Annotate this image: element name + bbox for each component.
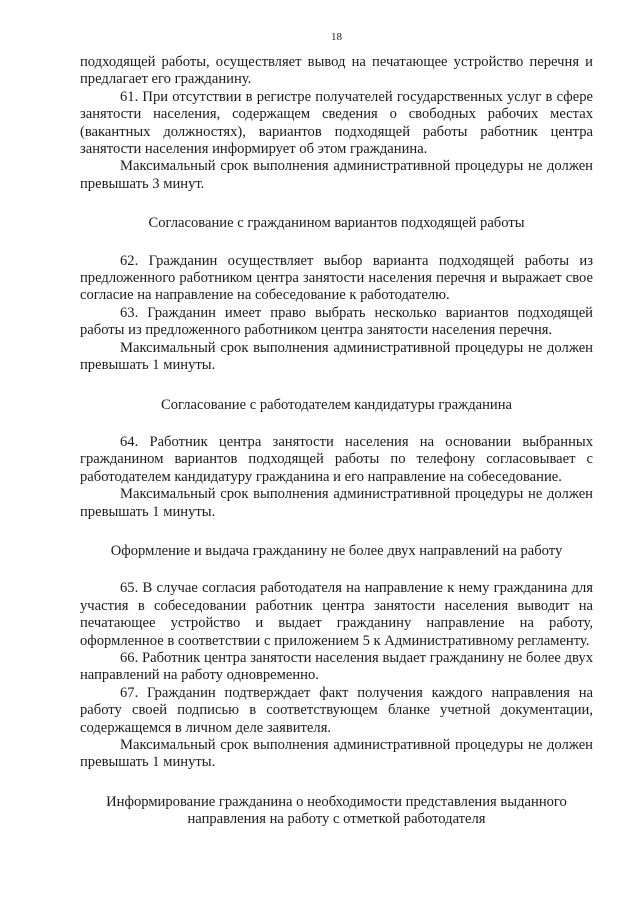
paragraph-61: 61. При отсутствии в регистре получателей государственных услуг в сфере занятости населения, содержащем сведения о свободных рабочих местах (вакантных должностях), вариантов подходящей работы работник центра занятости населения информирует об этом гражданина. [80, 88, 593, 158]
spacer [80, 193, 593, 215]
paragraph-max-time: Максимальный срок выполнения административной процедуры не должен превышать 3 минут. [80, 158, 593, 192]
spacer [80, 772, 593, 794]
paragraph-max-time: Максимальный срок выполнения административной процедуры не должен превышать 1 минуты. [80, 339, 593, 374]
section-heading: Информирование гражданина о необходимости представления выданного направления на работу с отметкой работодателя [106, 793, 567, 828]
spacer [80, 414, 593, 434]
paragraph-62: 62. Гражданин осуществляет выбор варианта подходящей работы из предложенного работником центра занятости населения перечня и выражает свое согласие на направление на собеседование к работодателю. [80, 252, 593, 304]
paragraph-63: 63. Гражданин имеет право выбрать несколько вариантов подходящей работы из предложенного работником центра занятости населения перечня. [80, 304, 593, 339]
spacer [80, 233, 593, 253]
spacer [80, 375, 593, 397]
section-heading: Согласование с гражданином вариантов подходящей работы [148, 215, 525, 232]
section-heading: Оформление и выдача гражданину не более двух направлений на работу [110, 542, 563, 559]
paragraph-max-time: Максимальный срок выполнения административной процедуры не должен превышать 1 минуты. [80, 737, 593, 771]
page-number: 18 [331, 31, 342, 43]
paragraph-continuation: подходящей работы, осуществляет вывод на печатающее устройство перечня и предлагает его гражданину. [80, 54, 593, 88]
section-heading: Согласование с работодателем кандидатуры гражданина [160, 396, 513, 413]
paragraph-67: 67. Гражданин подтверждает факт получения каждого направления на работу своей подписью в соответствующем бланке учетной документации, содержащемся в личном деле заявителя. [80, 684, 593, 736]
paragraph-max-time: Максимальный срок выполнения административной процедуры не должен превышать 1 минуты. [80, 486, 593, 520]
paragraph-64: 64. Работник центра занятости населения на основании выбранных гражданином вариантов подходящей работы по телефону согласовывает с работодателем кандидатуру гражданина и его направление на собеседование. [80, 433, 593, 485]
paragraph-65: 65. В случае согласия работодателя на направление к нему гражданина для участия в собеседовании работник центра занятости населения выводит на печатающее устройство и выдает гражданину направление на работу, оформленное в соответствии с приложением 5 к Административному регламенту. [80, 580, 593, 649]
paragraph-66: 66. Работник центра занятости населения выдает гражданину не более двух направлений на работу одновременно. [80, 649, 593, 684]
spacer [80, 521, 593, 543]
spacer [80, 560, 593, 580]
